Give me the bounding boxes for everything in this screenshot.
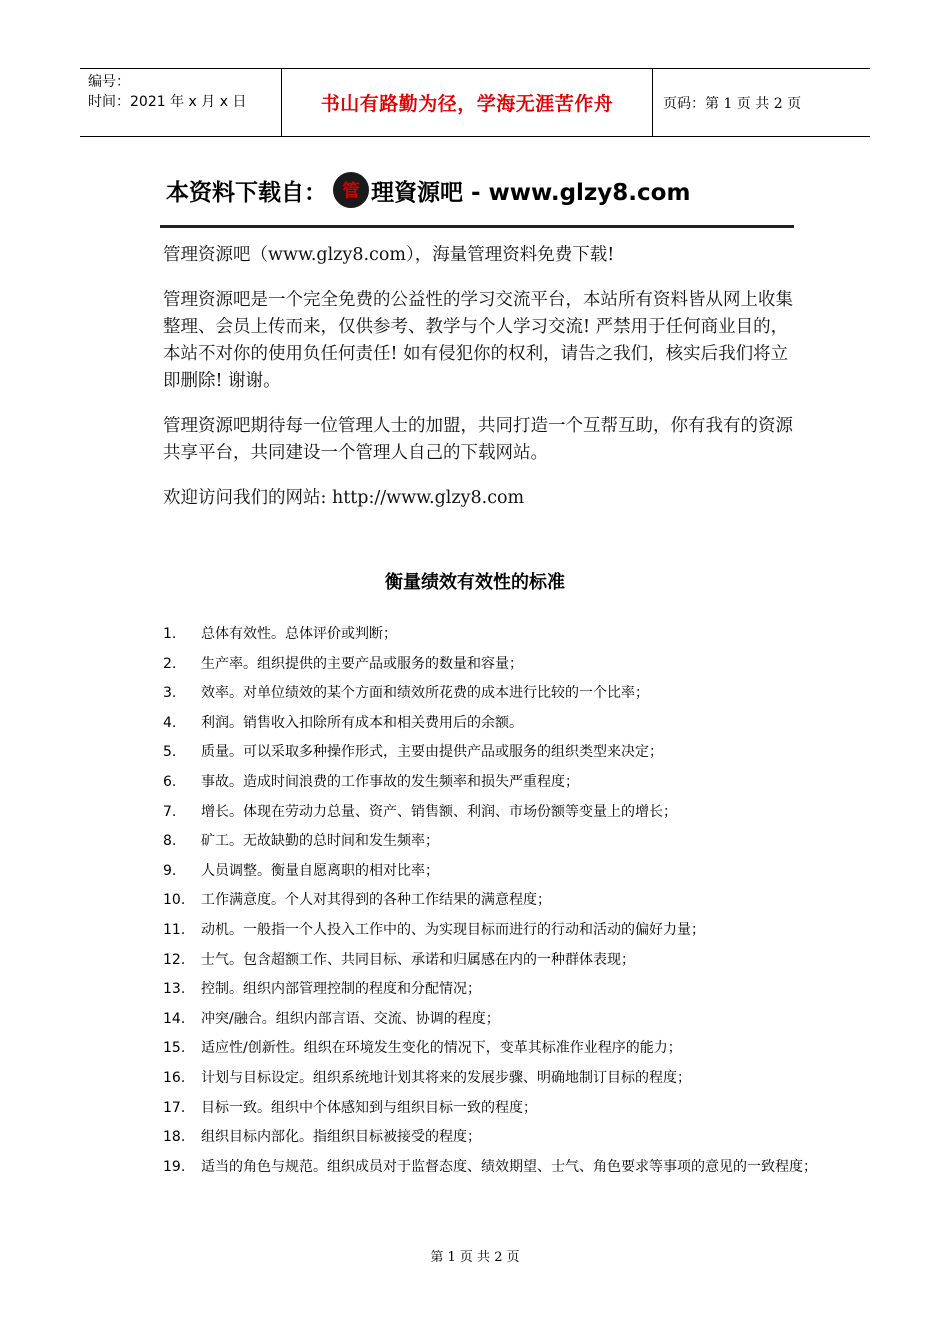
list-item-text: 士气。包含超额工作、共同目标、承诺和归属感在内的一种群体表现； [201,951,635,968]
intro-paragraph: 管理资源吧期待每一位管理人士的加盟，共同打造一个互帮互助，你有我有的资源共享平台，共同建设一个管理人自己的下载网站。 [163,416,793,463]
list-item-text: 目标一致。组织中个体感知到与组织目标一致的程度； [201,1099,537,1116]
banner-divider [160,225,794,228]
list-item-number: 17. [163,1099,186,1116]
list-item [163,679,823,709]
list-item [163,975,823,1005]
list-item-text: 矿工。无故缺勤的总时间和发生频率； [201,833,439,850]
list-item-text: 质量。可以采取多种操作形式，主要由提供产品或服务的组织类型来决定； [201,744,663,761]
document-header [80,68,870,137]
list-item-number: 7. [163,803,177,820]
list-item-text: 利润。销售收入扣除所有成本和相关费用后的余额。 [201,714,523,731]
intro-block [163,242,803,530]
list-item-number: 1. [163,626,177,642]
list-item-number: 15. [163,1040,186,1057]
list-item-text: 生产率。组织提供的主要产品或服务的数量和容量； [201,655,523,672]
list-item-text: 增长。体现在劳动力总量、资产、销售额、利润、市场份额等变量上的增长； [201,803,677,820]
list-item-text: 适当的角色与规范。组织成员对于监督态度、绩效期望、士气、角色要求等事项的意见的一致程度； [201,1158,817,1175]
banner-text [166,168,690,212]
list-item-number: 19. [163,1158,186,1175]
list-item [163,1123,823,1153]
list-item-number: 11. [163,921,186,938]
list-item [163,650,823,680]
list-item-text: 工作满意度。个人对其得到的各种工作结果的满意程度； [201,892,551,909]
intro-paragraph: 欢迎访问我们的网站: http://www.glzy8.com [163,488,525,508]
list-item-number: 12. [163,951,186,968]
list-item [163,1005,823,1035]
list-item [163,768,823,798]
list-item-number: 4. [163,714,177,731]
list-item-number: 14. [163,1010,186,1027]
list-item-number: 13. [163,981,186,998]
list-item-number: 9. [163,862,177,879]
list-item-number: 10. [163,892,186,909]
list-item [163,1153,823,1183]
time-label: 时间：2021 年 x 月 x 日 [88,94,247,110]
header-page-info: 页码：第 1 页 共 2 页 [663,95,802,112]
banner-suffix: 理資源吧 - www.glzy8.com [371,179,691,206]
list-item [163,1064,823,1094]
list-item-text: 计划与目标设定。组织系统地计划其将来的发展步骤、明确地制订目标的程度； [201,1069,691,1086]
list-item [163,738,823,768]
list-item [163,709,823,739]
list-item-text: 人员调整。衡量自愿离职的相对比率； [201,862,439,879]
list-item-text: 冲突/融合。组织内部言语、交流、协调的程度； [201,1010,500,1027]
list-item-number: 16. [163,1069,186,1086]
list-item [163,620,823,650]
list-item-text: 组织目标内部化。指组织目标被接受的程度； [201,1129,481,1146]
number-label: 编号： [88,74,130,90]
list-item-text: 总体有效性。总体评价或判断； [201,626,397,642]
list-item-text: 动机。一般指一个人投入工作中的、为实现目标而进行的行动和活动的偏好力量； [201,921,705,938]
header-motto-cell [282,69,653,136]
banner-prefix: 本资料下载自： [166,179,327,206]
list-item [163,1094,823,1124]
list-item [163,798,823,828]
header-meta [80,69,282,136]
intro-paragraph: 管理资源吧（www.glzy8.com），海量管理资料免费下载! [163,245,615,265]
list-item-text: 控制。组织内部管理控制的程度和分配情况； [201,981,481,998]
list-item-text: 适应性/创新性。组织在环境发生变化的情况下，变革其标准作业程序的能力； [201,1040,682,1057]
list-item [163,857,823,887]
list-item-number: 6. [163,773,177,790]
page-footer: 第 1 页 共 2 页 [430,1250,520,1265]
list-item-number: 2. [163,655,177,672]
list-item [163,1034,823,1064]
list-item-text: 效率。对单位绩效的某个方面和绩效所花费的成本进行比较的一个比率； [201,685,649,702]
list-item [163,827,823,857]
list-item [163,886,823,916]
site-logo-icon: 管 [333,172,369,208]
list-item-text: 事故。造成时间浪费的工作事故的发生频率和损失严重程度； [201,773,579,790]
header-motto: 书山有路勤为径，学海无涯苦作舟 [320,93,614,115]
list-item [163,946,823,976]
download-banner [160,168,794,230]
standards-list [163,620,823,1182]
list-item-number: 18. [163,1129,186,1146]
intro-paragraph: 管理资源吧是一个完全免费的公益性的学习交流平台，本站所有资料皆从网上收集整理、会员上传而来，仅供参考、教学与个人学习交流! 严禁用于任何商业目的，本站不对你的使用负任何责任! 如有侵犯你的权利，请告之我们，核实后我们将立即删除! 谢谢。 [163,290,793,391]
list-item-number: 3. [163,685,177,702]
list-item [163,916,823,946]
list-item-number: 5. [163,744,177,761]
list-item-number: 8. [163,833,177,850]
document-title: 衡量绩效有效性的标准 [385,572,565,593]
